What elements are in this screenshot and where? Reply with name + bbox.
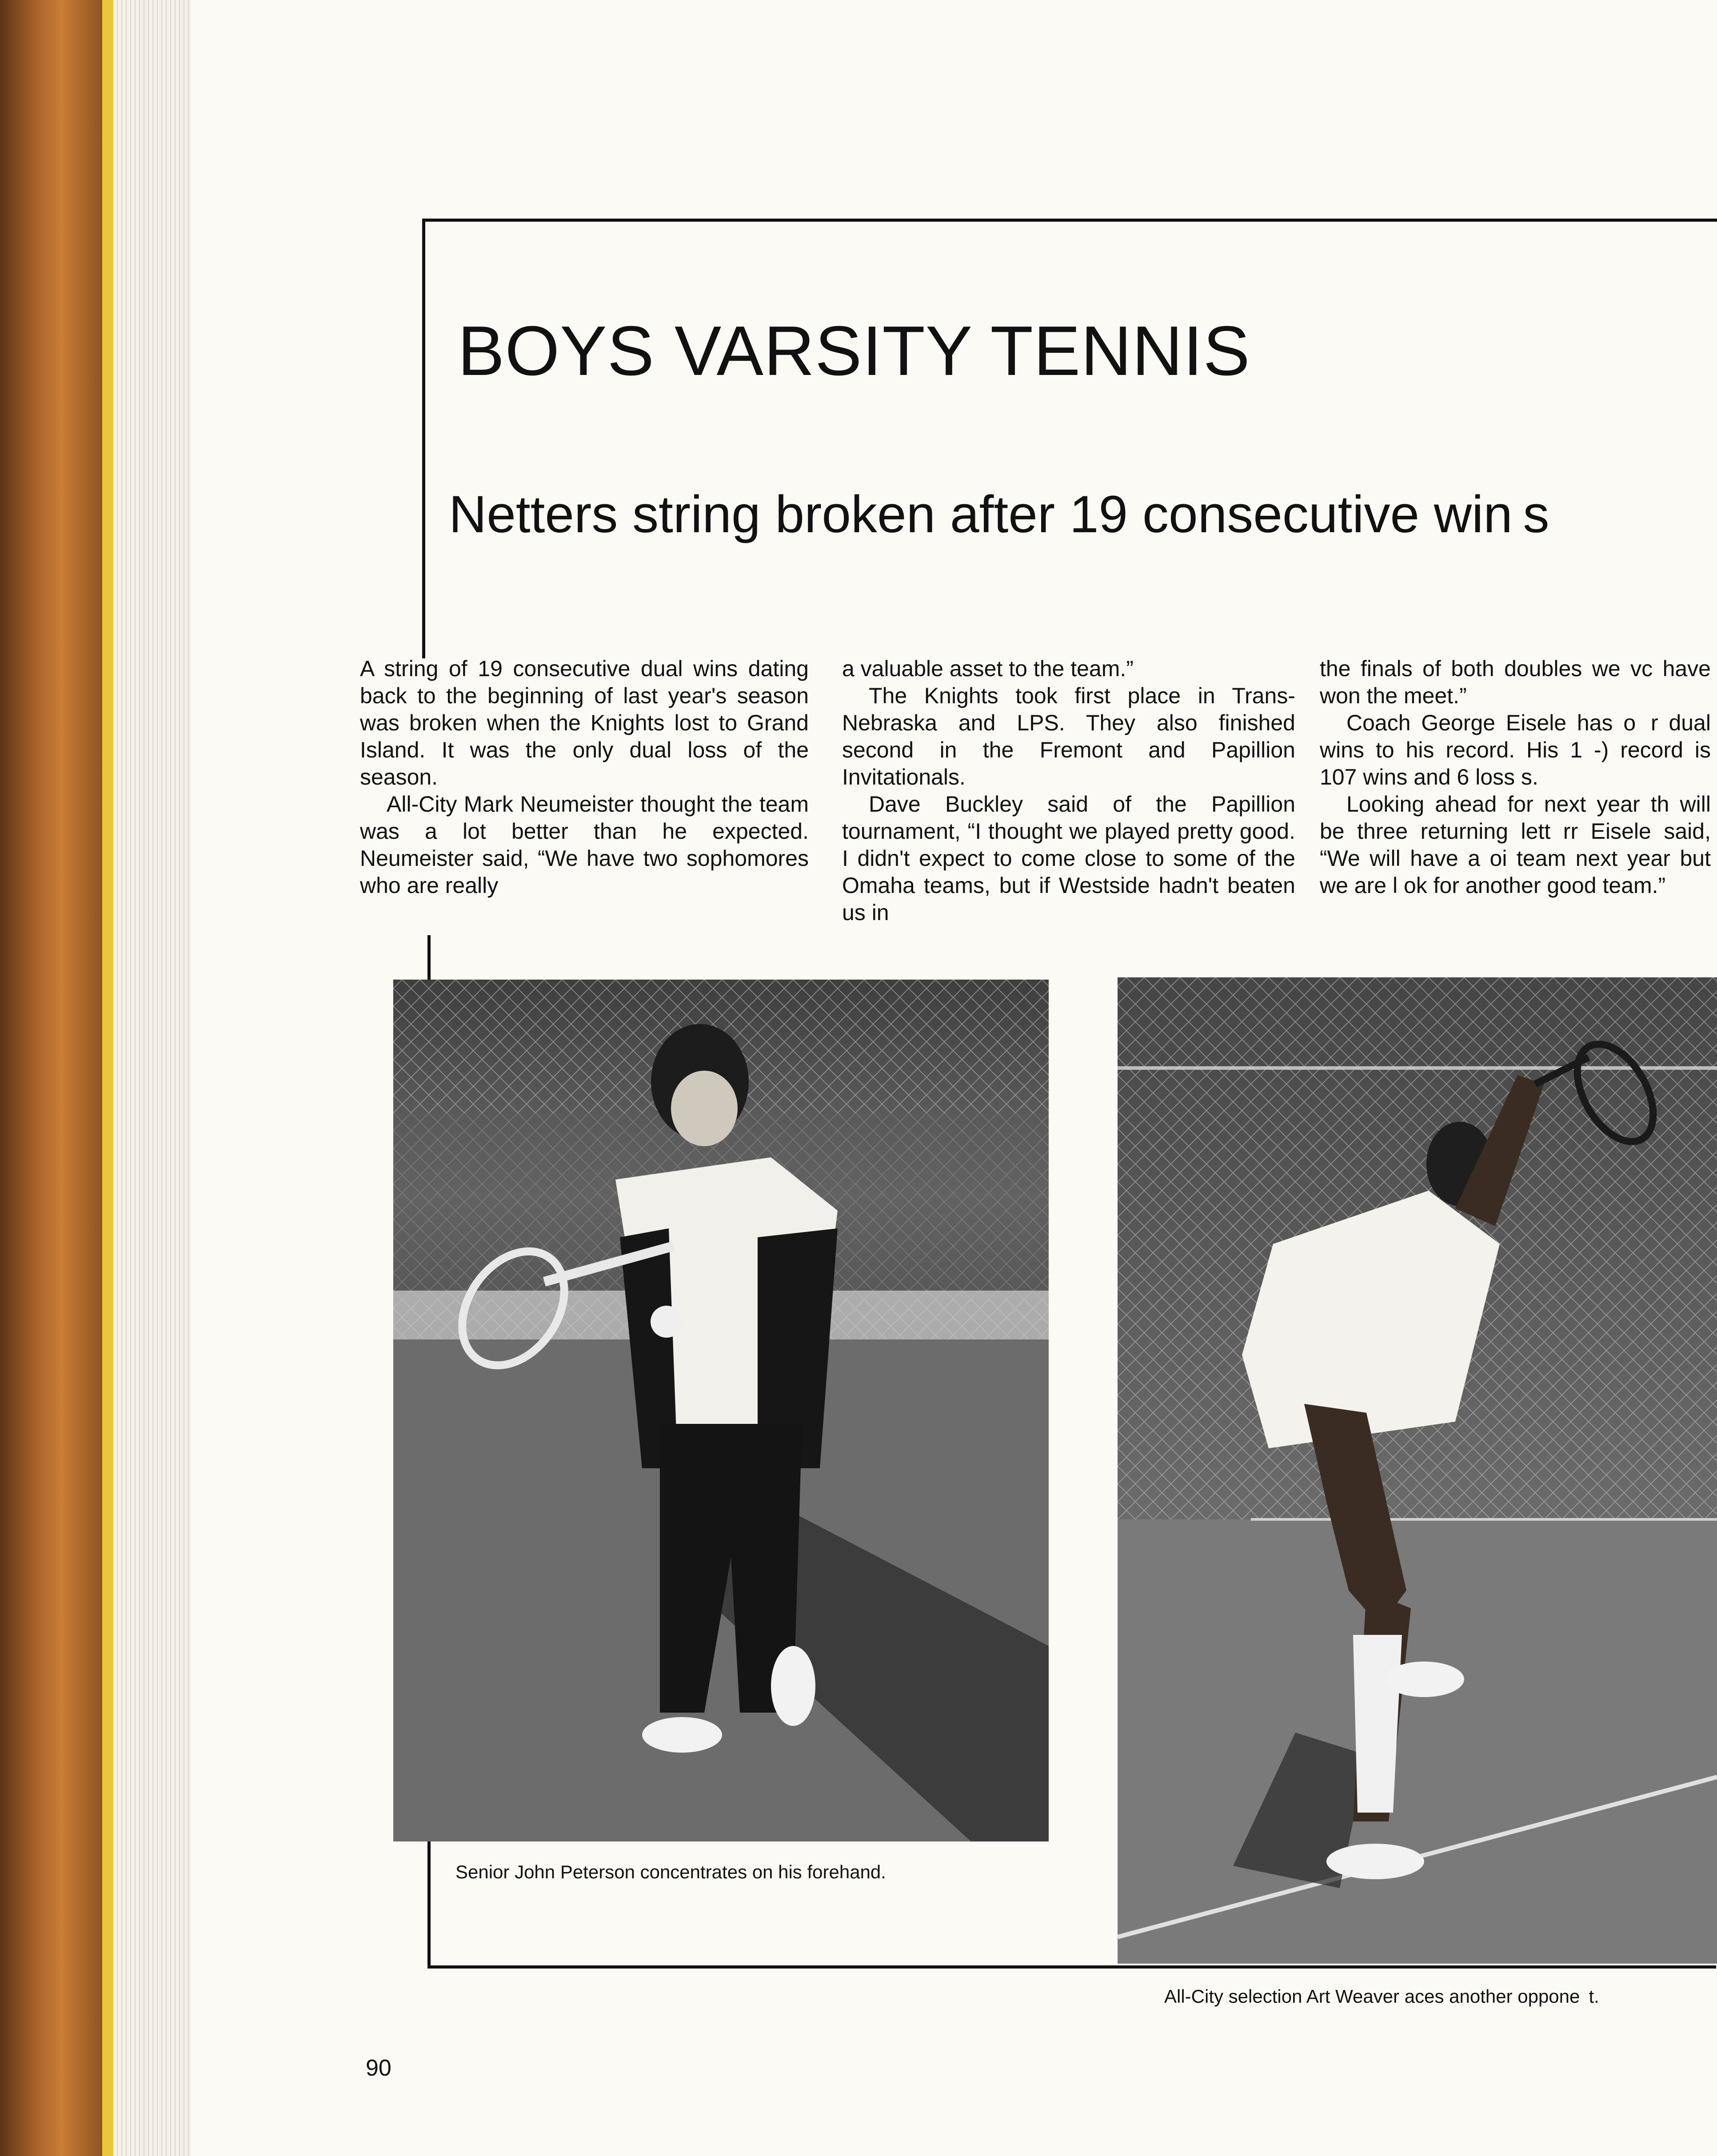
cover-board-edge bbox=[102, 0, 113, 2156]
photo-frame-left bbox=[427, 1821, 431, 1968]
page-title: BOYS VARSITY TENNIS bbox=[458, 312, 1250, 390]
page-stack-edges bbox=[113, 0, 191, 2156]
paragraph: a valuable asset to the team.” bbox=[842, 656, 1134, 681]
paragraph: Coach George Eisele has o r dual wins to his record. His 1 -) record is 107 wins and 6 loss s. bbox=[1320, 710, 1711, 789]
article-column-3 bbox=[1320, 655, 1711, 899]
paragraph: A string of 19 consecutive dual wins dating back to the beginning of last year's season was broken when the Knights lost to Grand Island. It was the only dual loss of the season. bbox=[360, 656, 809, 789]
section-frame-bottom bbox=[427, 1965, 1716, 1969]
photo-serve bbox=[1118, 977, 1717, 1964]
paragraph: the finals of both doubles we vc have won the meet.” bbox=[1320, 656, 1711, 708]
book-binding bbox=[0, 0, 102, 2156]
paragraph: All-City Mark Neumeister thought the team was a lot better than he expected. Neumeister said, “We have two sophomores who are really bbox=[360, 792, 809, 898]
article-column-1 bbox=[360, 655, 809, 899]
section-frame-left-lower bbox=[427, 935, 431, 980]
paragraph: Looking ahead for next year th will be three returning lett rr Eisele said, “We will have a oi team next year but we are l ok for another good team.” bbox=[1320, 792, 1711, 898]
article-headline: Netters string broken after 19 consecutive win s bbox=[449, 485, 1549, 544]
photo-caption-forehand: Senior John Peterson concentrates on his forehand. bbox=[455, 1861, 886, 1882]
photo-forehand bbox=[393, 980, 1049, 1841]
article-column-2 bbox=[842, 655, 1295, 926]
photo-caption-serve: All-City selection Art Weaver aces another oppone t. bbox=[1164, 1986, 1599, 2007]
section-frame-left bbox=[422, 219, 425, 658]
page-number: 90 bbox=[366, 2055, 391, 2081]
yearbook-page bbox=[191, 0, 1717, 2156]
paragraph: The Knights took first place in Trans-Nebraska and LPS. They also finished second in the Fremont and Papillion Invitationals. bbox=[842, 683, 1295, 789]
paragraph: Dave Buckley said of the Papillion tournament, “I thought we played pretty good. I didn't expect to come close to some of the Omaha teams, but if Westside hadn't beaten us in bbox=[842, 792, 1295, 925]
section-frame-top bbox=[422, 219, 1717, 222]
